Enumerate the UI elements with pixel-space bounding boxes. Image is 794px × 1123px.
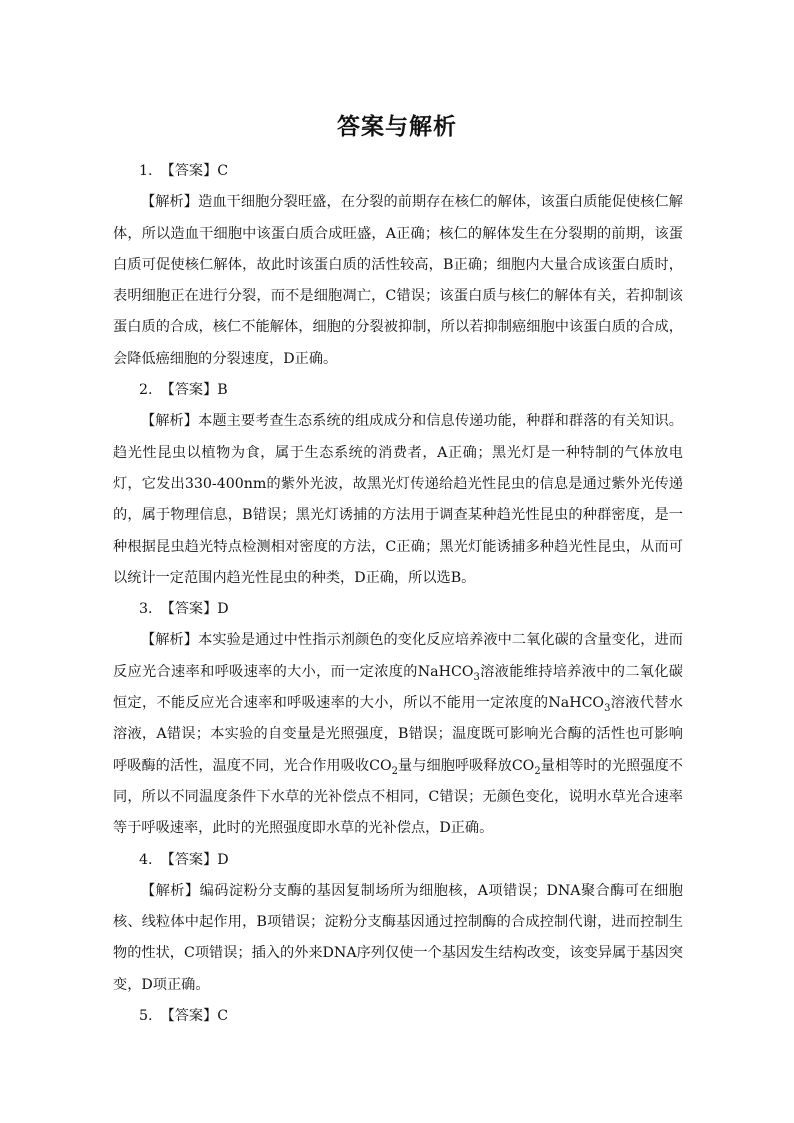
answer-line-2 xyxy=(113,375,683,406)
explanation-label: 【解析】 xyxy=(141,882,200,899)
explanation-text-part: 本实验是通过中性指示剂颜色的变化反应培养液中二氧化碳的含量变化，进而反应光合速率和呼吸速率的大小，而一定浓度的NaHCO xyxy=(113,632,683,680)
explanation-1 xyxy=(113,187,683,375)
subscript: 3 xyxy=(473,671,480,683)
question-number: 4. xyxy=(139,851,153,868)
answer-content xyxy=(113,156,683,1032)
answer-line-5 xyxy=(113,1001,683,1032)
page-title: 答案与解析 xyxy=(337,113,457,140)
question-number: 5. xyxy=(139,1008,153,1025)
answer-text: 【答案】C xyxy=(160,1008,229,1025)
subscript: 2 xyxy=(534,765,541,777)
explanation-text-part: 量与细胞呼吸释放CO xyxy=(397,757,535,774)
answer-line-3 xyxy=(113,594,683,625)
answer-line-4 xyxy=(113,845,683,876)
explanation-3 xyxy=(113,625,683,844)
explanation-text: 编码淀粉分支酶的基因复制场所为细胞核，A项错误；DNA聚合酶可在细胞核、线粒体中起作用，B项错误；淀粉分支酶基因通过控制酶的合成控制代谢，进而控制生物的性状，C项错误；插入的外来DNA序列仅使一个基因发生结构改变，该变异属于基因突变，D项正确。 xyxy=(113,882,683,993)
explanation-text: 造血干细胞分裂旺盛，在分裂的前期存在核仁的解体，该蛋白质能促使核仁解体，所以造血干细胞中该蛋白质合成旺盛，A正确；核仁的解体发生在分裂期的前期，该蛋白质可促使核仁解体，故此时该蛋白质的活性较高，B正确；细胞内大量合成该蛋白质时，表明细胞正在进行分裂，而不是细胞凋亡，C错误；该蛋白质与核仁的解体有关，若抑制该蛋白质的合成，核仁不能解体，细胞的分裂被抑制，所以若抑制癌细胞中该蛋白质的合成，会降低癌细胞的分裂速度，D正确。 xyxy=(113,194,683,367)
question-number: 3. xyxy=(139,601,153,618)
answer-text: 【答案】B xyxy=(160,382,228,399)
question-number: 1. xyxy=(139,163,153,179)
explanation-text: 本题主要考查生态系统的组成成分和信息传递功能，种群和群落的有关知识。趋光性昆虫以植物为食，属于生态系统的消费者，A正确；黑光灯是一种特制的气体放电灯，它发出330-400nm的紫外光波，故黑光灯传递给趋光性昆虫的信息是通过紫外光传递的，属于物理信息，B错误；黑光灯诱捕的方法用于调查某种趋光性昆虫的种群密度，是一种根据昆虫趋光特点检测相对密度的方法，C正确；黑光灯能诱捕多种趋光性昆虫，从而可以统计一定范围内趋光性昆虫的种类，D正确，所以选B。 xyxy=(113,413,683,586)
explanation-label: 【解析】 xyxy=(141,194,199,211)
answer-text: 【答案】D xyxy=(160,601,229,618)
explanation-label: 【解析】 xyxy=(141,632,199,649)
explanation-2 xyxy=(113,406,683,594)
subscript: 3 xyxy=(604,702,611,714)
answer-text: 【答案】C xyxy=(160,163,229,179)
question-number: 2. xyxy=(139,382,153,399)
explanation-text-part: 溶液能维持培养液中的二氧化碳恒定，不能反应光合速率和呼吸速率的大小，所以不能用一定浓度的NaHCO xyxy=(113,663,683,712)
explanation-text-part: 量相等时的光照强度不同，所以不同温度条件下水草的光补偿点不相同，C错误；无颜色变化，说明水草光合速率等于呼吸速率，此时的光照强度即水草的光补偿点，D正确。 xyxy=(113,757,683,837)
answer-line-1 xyxy=(113,156,683,187)
explanation-text-part: 溶液代替水溶液，A错误；本实验的自变量是光照强度，B错误；温度既可影响光合酶的活性也可影响呼吸酶的活性，温度不同，光合作用吸收CO xyxy=(113,695,683,774)
explanation-label: 【解析】 xyxy=(141,413,199,430)
answer-text: 【答案】D xyxy=(160,851,229,868)
subscript: 2 xyxy=(391,765,398,777)
explanation-4 xyxy=(113,876,683,1001)
